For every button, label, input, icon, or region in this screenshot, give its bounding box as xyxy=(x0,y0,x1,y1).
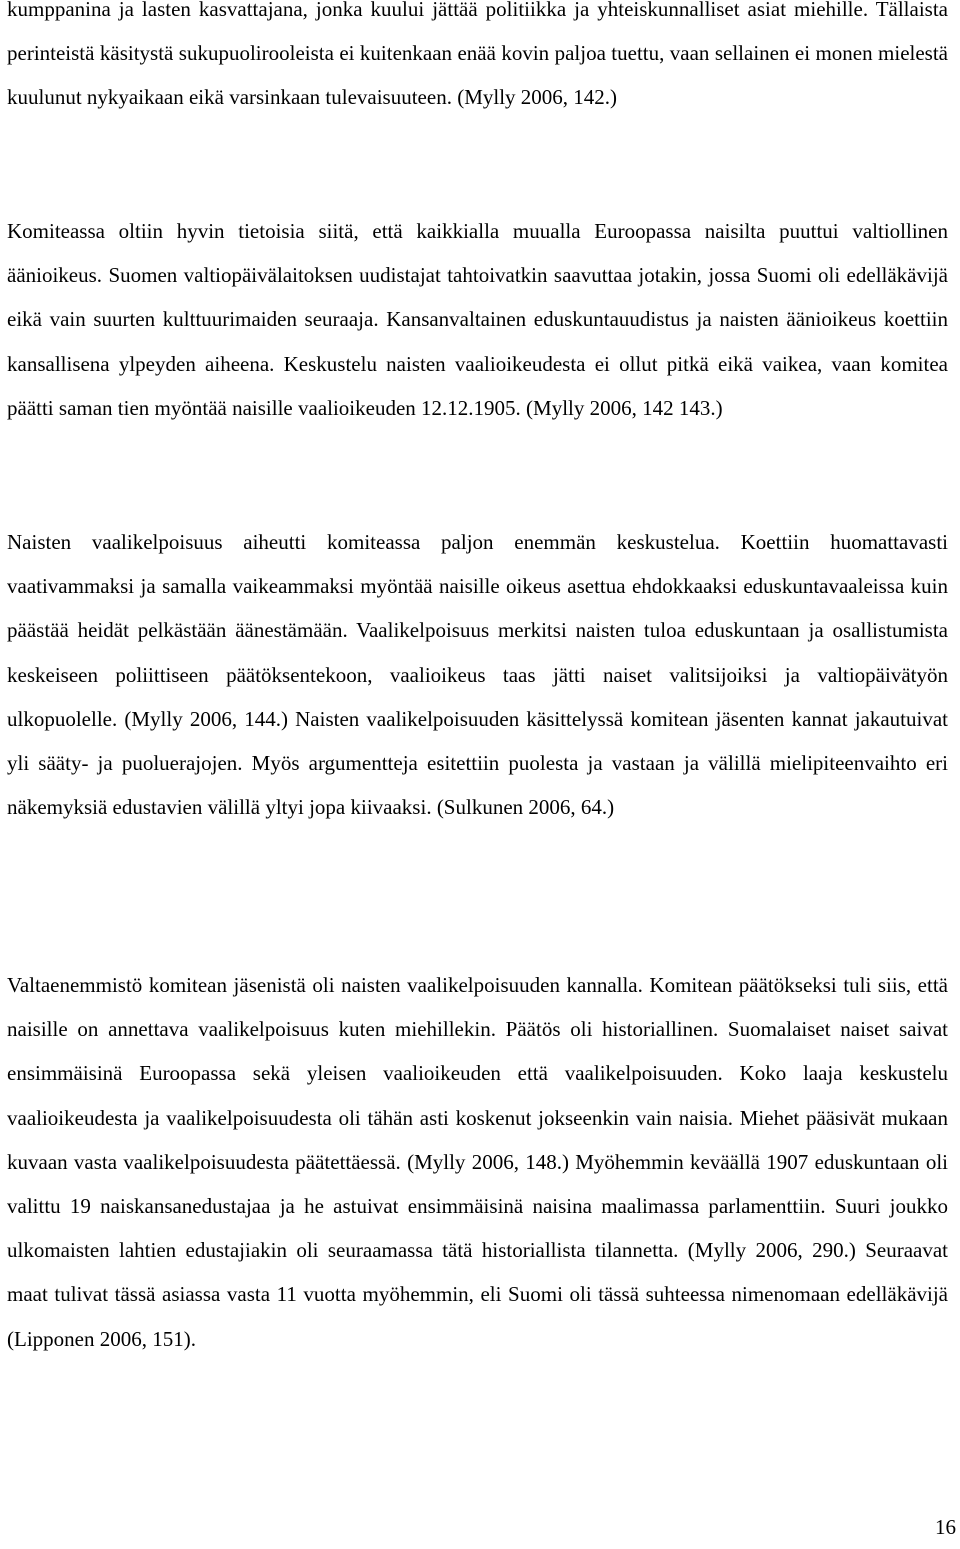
paragraph-1: kumppanina ja lasten kasvattajana, jonka kuului jättää politiikka ja yhteiskunnalliset asiat miehille. Tällaista perinteistä käsitystä sukupuolirooleista ei kuitenkaan enää kovin paljoa tuettu, vaan sellainen ei monen mielestä kuulunut nykyaikaan eikä varsinkaan tulevaisuuteen. (Mylly 2006, 142.) xyxy=(7,0,948,110)
page-number: 16 xyxy=(935,1515,956,1539)
paragraph-3: Naisten vaalikelpoisuus aiheutti komiteassa paljon enemmän keskustelua. Koettiin huomattavasti vaativammaksi ja samalla vaikeammaksi myöntää naisille oikeus asettua ehdokkaaksi eduskuntavaaleissa kuin päästää heidät pelkästään äänestämään. Vaalikelpoisuus merkitsi naisten tuloa eduskuntaan ja osallistumista keskeiseen poliittiseen päätöksentekoon, vaalioikeus taas jätti naiset valitsijoiksi ja valtiopäivätyön ulkopuolelle. (Mylly 2006, 144.) Naisten vaalikelpoisuuden käsittelyssä komitean jäsenten kannat jakautuivat yli sääty- ja puoluerajojen. Myös argumentteja esitettiin puolesta ja vastaan ja välillä mielipiteenvaihto eri näkemyksiä edustavien välillä yltyi jopa kiivaaksi. (Sulkunen 2006, 64.) xyxy=(7,530,948,820)
paragraph-2: Komiteassa oltiin hyvin tietoisia siitä, että kaikkialla muualla Euroopassa naisilta puuttui valtiollinen äänioikeus. Suomen valtiopäivälaitoksen uudistajat tahtoivatkin saavuttaa jotakin, jossa Suomi oli edelläkävijä eikä vain suurten kulttuurimaiden seuraaja. Kansanvaltainen eduskuntauudistus ja naisten äänioikeus koettiin kansallisena ylpeyden aiheena. Keskustelu naisten vaalioikeudesta ei ollut pitkä eikä vaikea, vaan komitea päätti saman tien myöntää naisille vaalioikeuden 12.12.1905. (Mylly 2006, 142 143.) xyxy=(7,219,948,420)
paragraph-4: Valtaenemmistö komitean jäsenistä oli naisten vaalikelpoisuuden kannalla. Komitean päätökseksi tuli siis, että naisille on annettava vaalikelpoisuus kuten miehillekin. Päätös oli historiallinen. Suomalaiset naiset saivat ensimmäisinä Euroopassa sekä yleisen vaalioikeuden että vaalikelpoisuuden. Koko laaja keskustelu vaalioikeudesta ja vaalikelpoisuudesta oli tähän asti koskenut jokseenkin vain naisia. Miehet pääsivät mukaan kuvaan vasta vaalikelpoisuudesta päätettäessä. (Mylly 2006, 148.) Myöhemmin keväällä 1907 eduskuntaan oli valittu 19 naiskansanedustajaa ja he astuivat ensimmäisinä naisina maalimassa parlamenttiin. Suuri joukko ulkomaisten lahtien edustajiakin oli seuraamassa tätä historiallista tilannetta. (Mylly 2006, 290.) Seuraavat maat tulivat tässä asiassa vasta 11 vuotta myöhemmin, eli Suomi oli tässä suhteessa nimenomaan edelläkävijä (Lipponen 2006, 151). xyxy=(7,973,948,1351)
